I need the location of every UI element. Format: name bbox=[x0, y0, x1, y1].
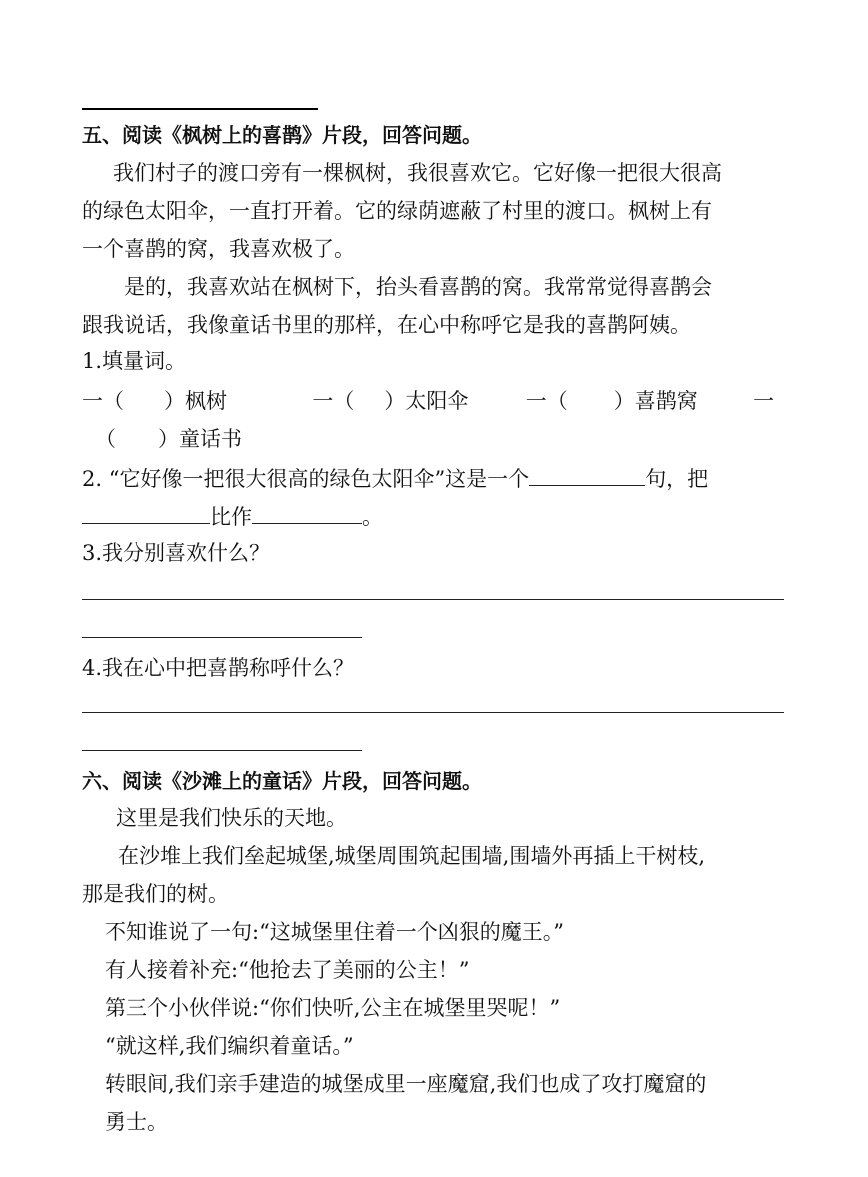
q4-answer-line[interactable] bbox=[82, 712, 784, 713]
question1-items-row bbox=[82, 386, 784, 416]
passage2-line: 第三个小伙伴说:“你们快听,公主在城堡里哭呢！” bbox=[105, 996, 561, 1020]
question4-title: 4.我在心中把喜鹊称呼什么？ bbox=[82, 656, 355, 680]
q1-item2-prefix: 一（ bbox=[312, 389, 355, 413]
q1-item1-prefix: 一（ bbox=[82, 389, 124, 413]
q4-answer-line[interactable] bbox=[82, 750, 362, 751]
question2-line1 bbox=[82, 463, 784, 494]
q1-item3-suffix: ）喜鹊窝 bbox=[613, 389, 698, 413]
q2-text-part2: 句，把 bbox=[645, 467, 709, 491]
header-rule bbox=[82, 108, 318, 110]
q1-item4-open: （ bbox=[95, 427, 116, 451]
question1-items-row2 bbox=[95, 424, 784, 454]
q2-text-part1: 2. “它好像一把很大很高的绿色太阳伞”这是一个 bbox=[82, 467, 530, 491]
q1-item3-prefix: 一（ bbox=[525, 389, 568, 413]
q1-item1-suffix: ）枫树 bbox=[164, 389, 227, 413]
q2-text-part3: 比作 bbox=[210, 505, 252, 529]
passage1-line: 跟我说话，我像童话书里的那样，在心中称呼它是我的喜鹊阿姨。 bbox=[82, 313, 691, 337]
q2-text-part4: 。 bbox=[362, 505, 383, 529]
passage2-line: 有人接着补充:“他抢去了美丽的公主！” bbox=[105, 958, 470, 982]
section6-title: 六、阅读《沙滩上的童话》片段，回答问题。 bbox=[82, 769, 482, 793]
passage2-line: 不知谁说了一句:“这城堡里住着一个凶狠的魔王。” bbox=[105, 920, 565, 944]
question3-title: 3.我分别喜欢什么？ bbox=[82, 541, 271, 565]
q3-answer-line[interactable] bbox=[82, 637, 362, 638]
passage2-line: 在沙堆上我们垒起城堡,城堡周围筑起围墙,围墙外再插上干树枝, bbox=[118, 844, 706, 868]
section5-title: 五、阅读《枫树上的喜鹊》片段，回答问题。 bbox=[82, 123, 482, 147]
passage1-line: 一个喜鹊的窝，我喜欢极了。 bbox=[82, 237, 355, 261]
question1-title: 1.填量词。 bbox=[82, 349, 187, 373]
question2-line2 bbox=[82, 501, 784, 532]
q1-item4-suffix: ）童话书 bbox=[158, 427, 242, 451]
q1-item4-prefix: 一 bbox=[753, 389, 775, 413]
q1-item2-suffix: ）太阳伞 bbox=[384, 389, 469, 413]
q2-blank-subject[interactable] bbox=[82, 501, 210, 524]
q2-blank-object[interactable] bbox=[252, 501, 362, 524]
passage2-line: 转眼间,我们亲手建造的城堡成里一座魔窟,我们也成了攻打魔窟的 bbox=[105, 1072, 707, 1096]
passage1-line: 的绿色太阳伞，一直打开着。它的绿荫遮蔽了村里的渡口。枫树上有 bbox=[82, 199, 712, 223]
passage1-line: 是的，我喜欢站在枫树下，抬头看喜鹊的窝。我常常觉得喜鹊会 bbox=[124, 275, 712, 299]
passage2-line: “就这样,我们编织着童话。” bbox=[105, 1034, 354, 1058]
q3-answer-line[interactable] bbox=[82, 599, 784, 600]
q2-blank-sentence-type[interactable] bbox=[529, 463, 645, 486]
passage1-line: 我们村子的渡口旁有一棵枫树，我很喜欢它。它好像一把很大很高 bbox=[113, 161, 722, 185]
passage2-line: 那是我们的树。 bbox=[82, 882, 229, 906]
passage2-line: 这里是我们快乐的天地。 bbox=[116, 806, 347, 830]
passage2-line: 勇士。 bbox=[105, 1110, 168, 1134]
